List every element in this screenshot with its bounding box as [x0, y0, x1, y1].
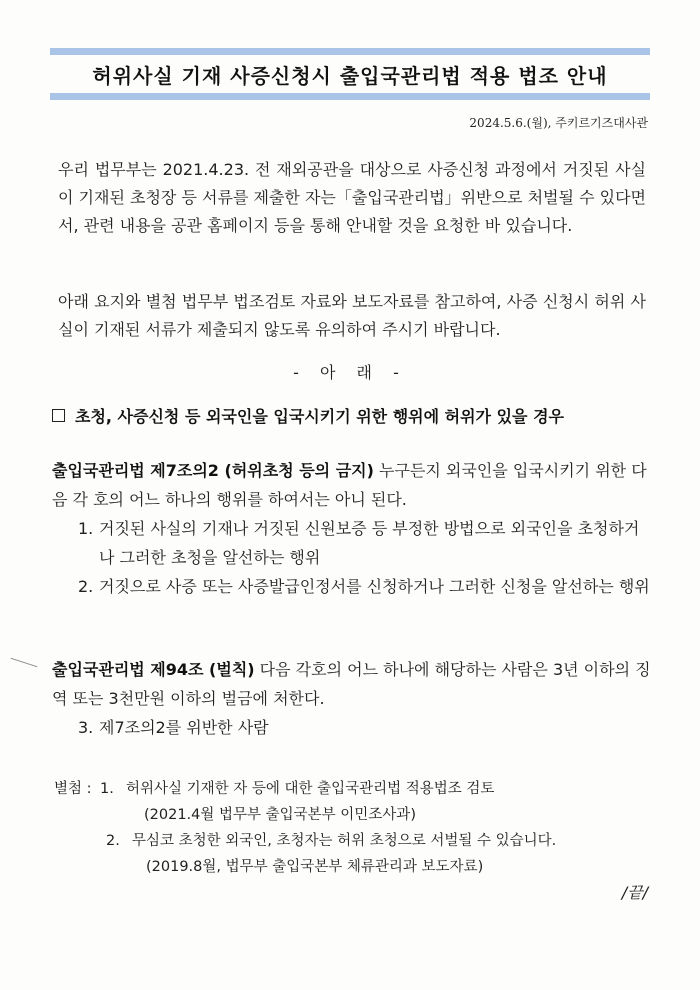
annex-label: 별첨 :	[54, 781, 92, 797]
law-article-body	[52, 655, 652, 713]
item-number: 3.	[78, 718, 94, 737]
list-item	[52, 713, 652, 742]
law-article-body	[52, 456, 652, 514]
title-band	[50, 48, 650, 100]
item-text: 제7조의2를 위반한 사람	[99, 718, 269, 737]
list-item	[52, 514, 652, 572]
law-article-title: 출입국관리법 제94조 (벌칙)	[52, 660, 255, 679]
law-article-94	[52, 655, 652, 742]
item-text: 거짓으로 사증 또는 사증발급인정서를 신청하거나 그러한 신청을 알선하는 행위	[99, 577, 650, 596]
law-item-list	[52, 713, 652, 742]
law-article-7-2	[52, 456, 652, 601]
request-paragraph: 아래 요지와 별첨 법무부 법조검토 자료와 보도자료를 참고하여, 사증 신청시 허위 사실이 기재된 서류가 제출되지 않도록 유의하여 주시기 바랍니다.	[58, 292, 646, 339]
annex-item-number: 2.	[106, 833, 120, 849]
annex-row	[54, 854, 654, 880]
section-heading: 초청, 사증신청 등 외국인을 입국시키기 위한 행위에 허위가 있을 경우	[75, 407, 564, 426]
document-date: 2024.5.6.(월), 주키르기즈대사관	[469, 116, 648, 130]
end-mark: /끝/	[621, 883, 648, 902]
annex-item-source: (2019.8월, 법무부 출입국본부 체류관리과 보도자료)	[146, 859, 484, 875]
annex-block	[54, 776, 654, 880]
law-item-list	[52, 514, 652, 601]
annex-row	[54, 828, 654, 854]
law-article-text: 누구든지 외국인을 입국시키기 위한 다음 각 호의 어느 하나의 행위를 하여서는 아니 된다.	[52, 461, 647, 509]
list-item	[52, 572, 652, 601]
notice-heading: - 아 래 -	[293, 363, 407, 382]
scan-mark	[11, 658, 38, 668]
annex-item-source: (2021.4월 법무부 출입국본부 이민조사과)	[144, 807, 416, 823]
annex-row	[54, 776, 654, 802]
section-heading-row	[52, 404, 652, 427]
law-article-text: 다음 각호의 어느 하나에 해당하는 사람은 3년 이하의 징역 또는 3천만원 이하의 벌금에 처한다.	[52, 660, 651, 708]
item-text: 거짓된 사실의 기재나 거짓된 신원보증 등 부정한 방법으로 외국인을 초청하거나 그러한 초청을 알선하는 행위	[99, 519, 640, 567]
intro-paragraph: 우리 법무부는 2021.4.23. 전 재외공관을 대상으로 사증신청 과정에서 거짓된 사실이 기재된 초청장 등 서류를 제출한 자는「출입국관리법」위반으로 처벌될 수 있다면서, 관련 내용을 공관 홈페이지 등을 통해 안내할 것을 요청한 바 있습니다.	[58, 160, 646, 235]
document-title: 허위사실 기재 사증신청시 출입국관리법 적용 법조 안내	[92, 63, 608, 88]
item-number: 2.	[78, 577, 94, 596]
annex-row	[54, 802, 654, 828]
checkbox-icon	[52, 409, 65, 422]
item-number: 1.	[78, 519, 94, 538]
annex-item-title: 허위사실 기재한 자 등에 대한 출입국관리법 적용법조 검토	[126, 781, 495, 797]
annex-item-title: 무심코 초청한 외국인, 초청자는 허위 초청으로 서벌될 수 있습니다.	[132, 833, 557, 849]
law-article-title: 출입국관리법 제7조의2 (허위초청 등의 금지)	[52, 461, 374, 480]
annex-item-number: 1.	[100, 781, 114, 797]
